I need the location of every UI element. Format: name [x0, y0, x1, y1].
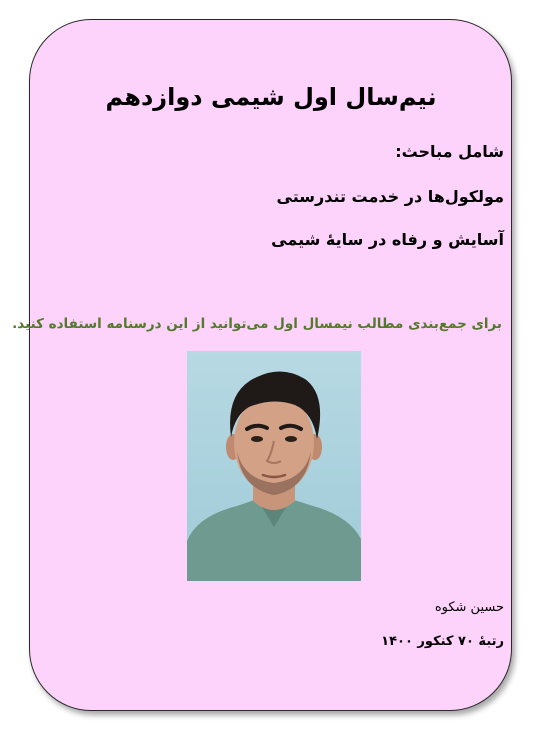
author-name: حسین شکوه — [434, 600, 504, 615]
topic-item-1: مولکول‌ها در خدمت تندرستی — [276, 187, 504, 206]
author-rank: رتبهٔ ۷۰ کنکور ۱۴۰۰ — [381, 634, 504, 649]
topics-heading: شامل مباحث: — [395, 142, 504, 161]
portrait-illustration — [187, 351, 361, 581]
page-title: نیم‌سال اول شیمی دوازدهم — [105, 83, 437, 111]
author-photo — [187, 351, 361, 581]
usage-notice: برای جمع‌بندی مطالب نیمسال اول می‌توانید از این درسنامه استفاده کنید. — [12, 316, 502, 332]
topic-item-2: آسایش و رفاه در سایهٔ شیمی — [271, 230, 504, 249]
